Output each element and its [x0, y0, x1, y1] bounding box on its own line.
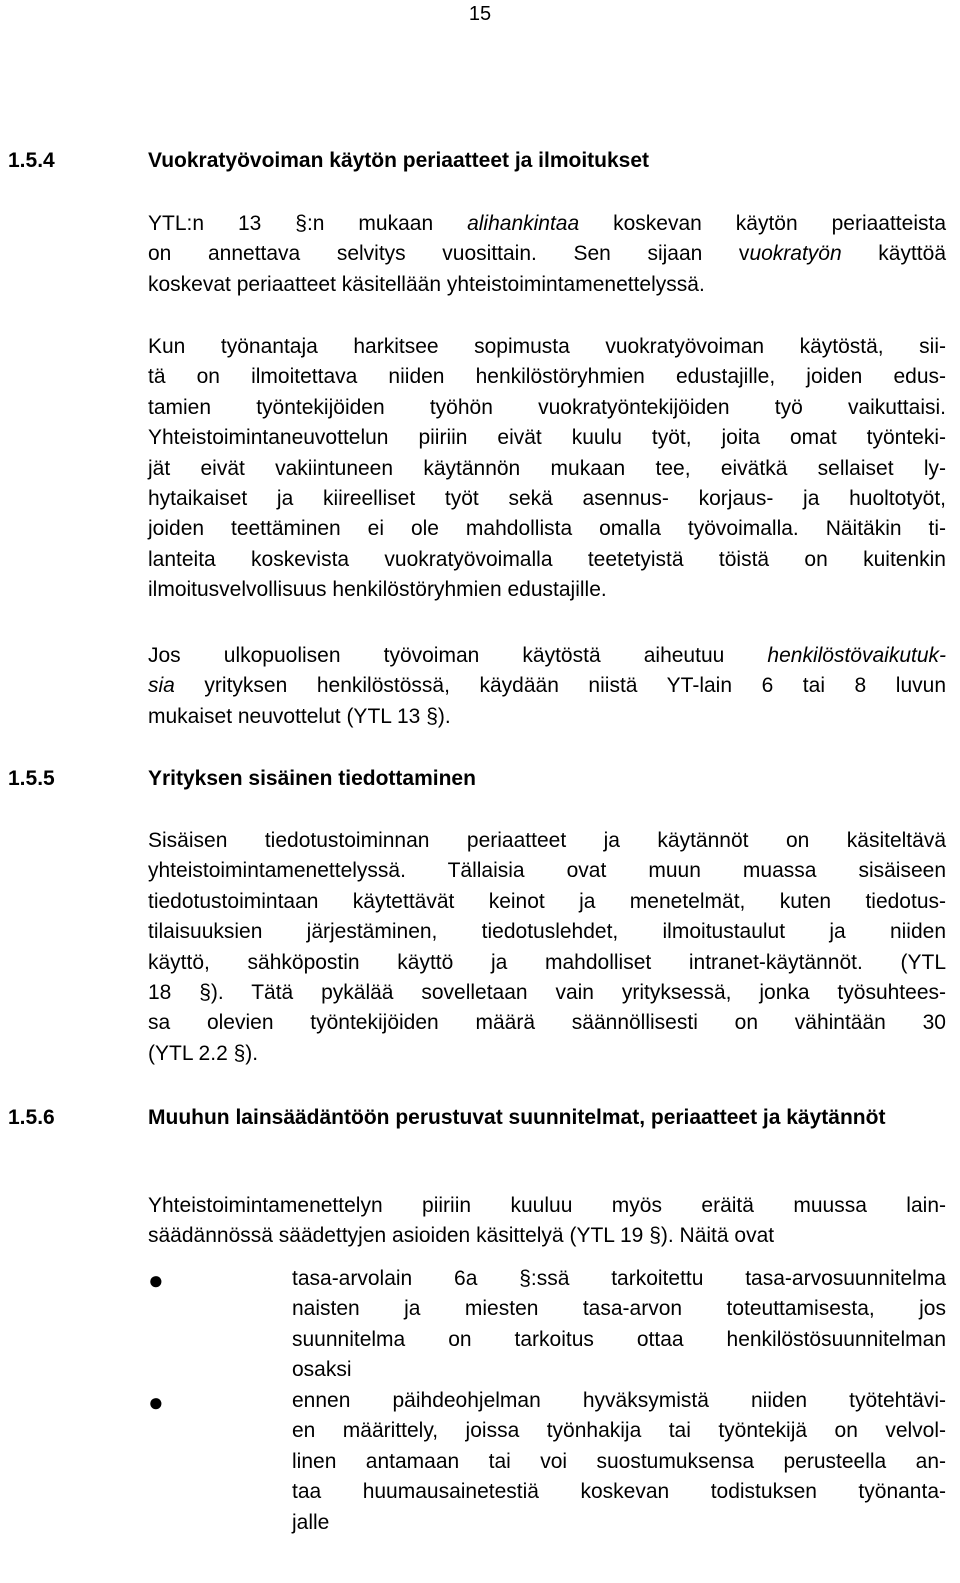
text-line: [148, 978, 946, 1008]
bullet-marker: ●: [148, 1265, 164, 1295]
text-run: säädännössä säädettyjen asioiden käsittelyä (YTL 19 §). Näitä ovat: [148, 1224, 775, 1248]
text-run: hytaikaiset ja kiireelliset työt sekä asennus- korjaus- ja huoltotyöt,: [148, 486, 946, 510]
section-number: 1.5.6: [8, 1106, 55, 1129]
bullet-text-line: en määrittely, joissa työnhakija tai työntekijä on velvol-: [292, 1419, 946, 1443]
bullet-text-line: linen antamaan tai voi suostumuksensa perusteella an-: [292, 1449, 946, 1473]
section-number: 1.5.4: [8, 149, 55, 172]
text-line: [148, 917, 946, 947]
text-line: [148, 641, 946, 671]
text-line: [148, 514, 946, 544]
text-run: on annettava selvitys vuosittain. Sen sijaan v: [148, 242, 750, 266]
text-line: [148, 575, 946, 605]
text-run: tiedotustoimintaan käytettävät keinot ja menetelmät, kuten tiedotus-: [148, 889, 946, 913]
text-line: [148, 362, 946, 392]
text-run: YTL:n 13 §:n mukaan: [148, 212, 468, 235]
text-line: [148, 887, 946, 917]
bullet-text-line: naisten ja miesten tasa-arvon toteuttamisesta, jos: [292, 1297, 946, 1321]
paragraph: [148, 641, 946, 732]
italic-term: uokratyön: [749, 242, 842, 266]
text-run: sa olevien työntekijöiden määrä säännöllisesti on vähintään 30: [148, 1011, 946, 1035]
text-run: joiden teettäminen ei ole mahdollista omalla työvoimalla. Näitäkin ti-: [148, 517, 946, 541]
text-run: 18 §). Tätä pykälää sovelletaan vain yrityksessä, jonka työsuhtees-: [148, 980, 946, 1004]
section-heading-1-5-6: [8, 1103, 948, 1133]
text-run: koskevan käytön periaatteista: [579, 212, 946, 235]
text-run: Sisäisen tiedotustoiminnan periaatteet ja käytännöt on käsiteltävä: [148, 829, 946, 852]
italic-term: sia: [148, 674, 175, 698]
section-title: Vuokratyövoiman käytön periaatteet ja ilmoitukset: [148, 149, 650, 172]
text-run: yhteistoimintamenettelyssä. Tällaisia ovat muun muassa sisäiseen: [148, 859, 946, 883]
paragraph: [148, 332, 946, 606]
text-line: [148, 484, 946, 514]
text-line: [148, 1191, 946, 1221]
paragraph: [148, 1191, 946, 1252]
bullet-text-line: taa huumausainetestiä koskevan todistuksen työnanta-: [292, 1480, 946, 1504]
text-line: [148, 545, 946, 575]
text-run: käyttöä: [841, 242, 946, 266]
text-line: [148, 332, 946, 362]
text-line: [148, 856, 946, 886]
section-title: Muuhun lainsäädäntöön perustuvat suunnitelmat, periaatteet ja käytännöt: [148, 1106, 886, 1129]
text-line: [148, 393, 946, 423]
text-line: [148, 671, 946, 701]
paragraph: [148, 826, 946, 1069]
section-title: Yrityksen sisäinen tiedottaminen: [148, 767, 476, 790]
text-run: Jos ulkopuolisen työvoiman käytöstä aiheutuu: [148, 644, 768, 667]
text-line: [148, 239, 946, 269]
text-run: jät eivät vakiintuneen käytännön mukaan tee, eivätkä sellaiset ly-: [148, 456, 946, 480]
text-line: [148, 826, 946, 856]
text-line: [148, 948, 946, 978]
text-run: yrityksen henkilöstössä, käydään niistä YT-lain 6 tai 8 luvun: [174, 674, 946, 698]
bullet-text-line: osaksi: [292, 1358, 352, 1382]
text-line: [148, 454, 946, 484]
bullet-text-line: suunnitelma on tarkoitus ottaa henkilöstösuunnitelman: [292, 1327, 946, 1351]
text-run: tä on ilmoitettava niiden henkilöstöryhmien edustajille, joiden edus-: [148, 365, 946, 389]
section-heading-1-5-5: [8, 764, 948, 794]
bullet-marker: ●: [148, 1387, 164, 1417]
text-line: [148, 423, 946, 453]
text-run: mukaiset neuvottelut (YTL 13 §).: [148, 704, 451, 728]
text-run: koskevat periaatteet käsitellään yhteistoimintamenettelyssä.: [148, 272, 705, 296]
text-line: [148, 1039, 946, 1069]
section-number: 1.5.5: [8, 767, 55, 790]
text-run: tilaisuuksien järjestäminen, tiedotuslehdet, ilmoitustaulut ja niiden: [148, 920, 946, 944]
text-run: ilmoitusvelvollisuus henkilöstöryhmien edustajille.: [148, 578, 607, 602]
text-line: [148, 1221, 946, 1251]
text-line: [148, 702, 946, 732]
bullet-text-line: ennen päihdeohjelman hyväksymistä niiden työtehtävi-: [292, 1389, 946, 1412]
page-number: 15: [468, 3, 492, 25]
italic-term: alihankintaa: [467, 212, 580, 235]
text-line: [148, 270, 946, 300]
text-run: lanteita koskevista vuokratyövoimalla teetetyistä töistä on kuitenkin: [148, 547, 946, 571]
text-run: Yhteistoimintamenettelyn piiriin kuuluu myös eräitä muussa lain-: [148, 1194, 946, 1217]
text-run: (YTL 2.2 §).: [148, 1041, 259, 1065]
text-run: Yhteistoimintaneuvottelun piiriin eivät kuulu työt, joita omat työnteki-: [148, 426, 946, 450]
text-line: [148, 1008, 946, 1038]
section-heading-1-5-4: [8, 146, 948, 176]
bullet-text-line: tasa-arvolain 6a §:ssä tarkoitettu tasa-arvosuunnitelma: [292, 1267, 946, 1290]
bullet-item: [292, 1264, 946, 1386]
text-run: käyttö, sähköpostin käyttö ja mahdolliset intranet-käytännöt. (YTL: [148, 950, 946, 974]
text-run: tamien työntekijöiden työhön vuokratyöntekijöiden työ vaikuttaisi.: [148, 395, 946, 419]
paragraph: [148, 209, 946, 300]
bullet-item: [292, 1386, 946, 1538]
text-line: [148, 209, 946, 239]
bullet-text-line: jalle: [292, 1510, 330, 1534]
italic-term: henkilöstövaikutuk-: [767, 644, 946, 667]
text-run: Kun työnantaja harkitsee sopimusta vuokratyövoiman käytöstä, sii-: [148, 335, 946, 358]
